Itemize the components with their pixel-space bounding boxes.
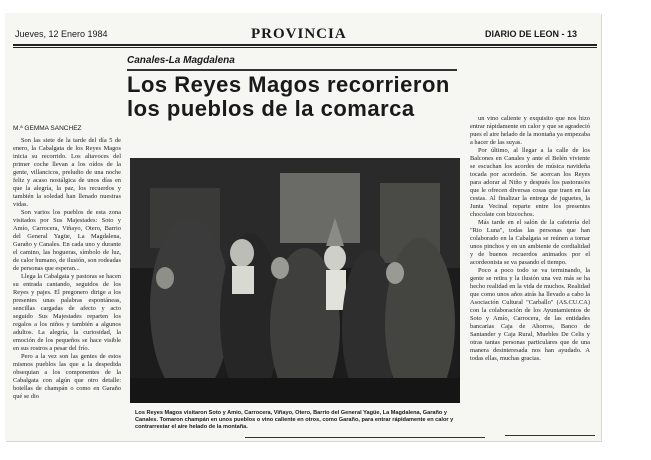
paragraph: Más tarde en el salón de la cafetería del "Rio Luna", todas las personas que han colaborado en la Cabalgata se reúnen a tomar unos pinchos y en un ambiente de cordialidad y de buenos recuerdos animados por el acordeonista se va pasando el tiempo. bbox=[470, 219, 590, 266]
photo-caption: Los Reyes Magos visitaron Soto y Amio, Carrocera, Viñayo, Otero, Barrio del General Yagüe, La Magdalena, Garaño y Canales. Tomaron champán en unos pueblos o vino caliente en otros, como Garaño, para entrar rápidamente en calor y contrarrestar el aire helado de la montaña. bbox=[135, 410, 454, 430]
header-rule bbox=[13, 44, 597, 46]
newspaper-clipping bbox=[5, 13, 601, 441]
photo-scene bbox=[130, 158, 460, 403]
paragraph: Son varios los pueblos de esta zona visitados por Sus Majestades: Soto y Amío, Carrocera, Viñayo, Otero, Barrio del General Yagüe, La Magdalena, Garaño y Canales. En cada uno y durante el camino, las hogueras, símbolo de luz, de calor humano, de ilusión, son rodeadas de personas que esperan... bbox=[13, 209, 121, 272]
kicker-rule bbox=[127, 69, 457, 71]
paragraph: Poco a poco todo se va terminando, la gente se retira y la ilusión una vez más se ha hecho realidad en la vida de muchos. Realidad que como unos años atrás ha llevado a cabo la Asociación Cultural "Carballo" (AS.CU.CA) con la colaboración de los Ayuntamientos de Soto y Amío, Carrocera, de las entidades bancarias Caja de Ahorros, Banco de Santander y Caja Rural, Muebles De Celis y otras tantas personas particulares que de una manera desinteresada nos han ayudado. A todas ellas, muchas gracias. bbox=[470, 267, 590, 362]
header-section: PROVINCIA bbox=[251, 26, 347, 42]
paragraph: un vino caliente y exquisito que nos hizo entrar rápidamente en calor y que se agradeció pues el aire helado de la montaña ya empezaba a hacer de las suyas. bbox=[470, 115, 590, 146]
paragraph: Por último, al llegar a la calle de los Balcones en Canales y ante el Belén viviente se escuchan los acordes de música navideña tocada por acordeón. Se acercan los Reyes para adorar al Niño y después los pastoras/es que le ofrecen diversas cosas que traen en las cestas. Al finalizar la entrega de juguetes, la Junta Vecinal reparte entre los presentes chocolate con bizcochos. bbox=[470, 147, 590, 218]
header-paper: DIARIO DE LEON - 13 bbox=[484, 29, 577, 39]
article-column-left bbox=[13, 137, 121, 401]
paragraph: Llega la Cabalgata y pastoras se hacen su entrada cantando, seguidos de los Reyes y pajes. El pregonero dirige a los presentes unas palabras espontáneas, sencillas cargadas de afecto y acto seguido Sus Majestades reparten los regalos a los niños y también a algunos adultos. La alegría, la curiosidad, la emoción de los pequeños se hace visible en sus rostros a pesar del frío. bbox=[13, 273, 121, 352]
article-column-right bbox=[470, 115, 590, 363]
article-photo bbox=[130, 158, 460, 403]
article-kicker: Canales-La Magdalena bbox=[127, 55, 235, 66]
article-headline: Los Reyes Magos recorrieron los pueblos de la comarca bbox=[127, 72, 450, 121]
page-header bbox=[5, 13, 601, 41]
header-date: Jueves, 12 Enero 1984 bbox=[15, 29, 108, 39]
header-rule-thin bbox=[13, 47, 597, 48]
footer-rule bbox=[245, 437, 485, 438]
paragraph: Son las siete de la tarde del día 5 de enero, la Cabalgata de los Reyes Magos inicia su recorrido. Los altavoces del primer coche llevan a los oídos de la gente, villancicos, preludio de una noche feliz y acaso nostálgica de unos días en que la alegría, la paz, los recuerdos y también la soledad han llenado nuestras vidas. bbox=[13, 137, 121, 208]
footer-rule-right bbox=[505, 435, 595, 436]
article-byline: M.ª GEMMA SANCHEZ bbox=[13, 125, 82, 132]
paragraph: Pero a la vez son las gentes de estos mismos pueblos las que a la despedida obsequian a los componentes de la Cabalgata con algún que otro detalle: botellas de champán o como en Garaño qué se dio bbox=[13, 353, 121, 400]
